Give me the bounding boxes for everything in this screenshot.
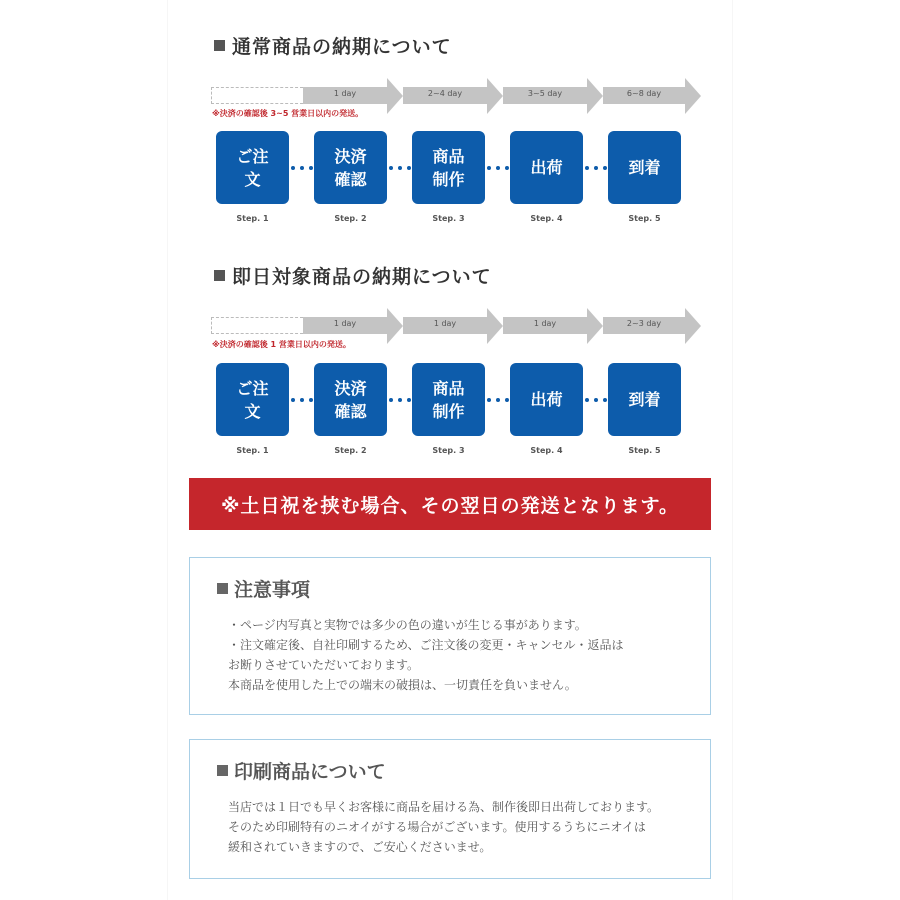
normal-shipping-note: ※決済の確認後 3~5 営業日以内の発送。 xyxy=(212,109,364,118)
normal-delivery-title xyxy=(214,32,452,59)
step-box-order xyxy=(216,131,289,204)
step-label: Step. 1 xyxy=(236,214,269,223)
step-name: 到着 xyxy=(628,158,661,177)
step-box-arrival xyxy=(608,363,681,436)
step-label: Step. 5 xyxy=(628,446,661,455)
step-label: Step. 2 xyxy=(334,446,367,455)
step-name: 決済確認 xyxy=(334,146,367,189)
printing-line: 当店では１日でも早くお客様に商品を届ける為、制作後即日出荷しております。 xyxy=(228,800,660,814)
notice-title xyxy=(217,575,310,602)
timeline-label: 6~8 day xyxy=(626,89,662,98)
timeline-label: 2~3 day xyxy=(626,319,662,328)
printing-title-text: 印刷商品について xyxy=(234,761,386,783)
step-name: ご注文 xyxy=(236,146,269,189)
arrow-right-icon xyxy=(685,78,701,114)
step-label: Step. 4 xyxy=(530,446,563,455)
normal-delivery-title-text: 通常商品の納期について xyxy=(232,36,452,58)
timeline-label: 3~5 day xyxy=(527,89,563,98)
step-box-shipping xyxy=(510,363,583,436)
normal-steps xyxy=(216,131,686,221)
dots-connector xyxy=(291,166,313,170)
dots-connector xyxy=(585,398,607,402)
step-label: Step. 4 xyxy=(530,214,563,223)
arrow-right-icon xyxy=(487,308,503,344)
printing-text xyxy=(228,797,659,857)
dots-connector xyxy=(487,166,509,170)
notice-title-text: 注意事項 xyxy=(234,579,311,601)
step-box-shipping xyxy=(510,131,583,204)
square-bullet-icon xyxy=(217,583,228,594)
square-bullet-icon xyxy=(214,270,225,281)
step-box-payment xyxy=(314,363,387,436)
printing-line: 緩和されていきますので、ご安心くださいませ。 xyxy=(228,840,492,854)
arrow-right-icon xyxy=(587,78,603,114)
notice-line: 本商品を使用した上での端末の破損は、一切責任を負いません。 xyxy=(228,678,577,692)
step-label: Step. 3 xyxy=(432,446,465,455)
step-box-order xyxy=(216,363,289,436)
timeline-label: 1 day xyxy=(433,319,457,328)
step-name: 到着 xyxy=(628,390,661,409)
step-label: Step. 5 xyxy=(628,214,661,223)
holiday-notice-banner xyxy=(189,478,711,530)
dots-connector xyxy=(585,166,607,170)
sameday-delivery-title-text: 即日対象商品の納期について xyxy=(232,266,492,288)
timeline-label: 2~4 day xyxy=(427,89,463,98)
step-name: 出荷 xyxy=(530,158,563,177)
step-name: 商品制作 xyxy=(432,146,465,189)
notice-line: ・注文確定後、自社印刷するため、ご注文後の変更・キャンセル・返品は xyxy=(228,638,624,652)
arrow-right-icon xyxy=(387,78,403,114)
step-name: 商品制作 xyxy=(432,378,465,421)
notice-line: お断りさせていただいております。 xyxy=(228,658,420,672)
arrow-right-icon xyxy=(387,308,403,344)
dots-connector xyxy=(389,398,411,402)
step-name: ご注文 xyxy=(236,378,269,421)
timeline-label: 1 day xyxy=(333,89,357,98)
notice-box xyxy=(189,557,711,715)
printing-line: そのため印刷特有のニオイがする場合がございます。使用するうちにニオイは xyxy=(228,820,646,834)
printing-box xyxy=(189,739,711,879)
step-box-payment xyxy=(314,131,387,204)
square-bullet-icon xyxy=(217,765,228,776)
arrow-right-icon xyxy=(487,78,503,114)
step-name: 出荷 xyxy=(530,390,563,409)
sameday-steps xyxy=(216,363,686,453)
step-box-production xyxy=(412,131,485,204)
step-box-arrival xyxy=(608,131,681,204)
holiday-notice-text: ※土日祝を挟む場合、その翌日の発送となります。 xyxy=(221,494,679,517)
dots-connector xyxy=(291,398,313,402)
timeline-label: 1 day xyxy=(533,319,557,328)
step-box-production xyxy=(412,363,485,436)
square-bullet-icon xyxy=(214,40,225,51)
dots-connector xyxy=(389,166,411,170)
step-label: Step. 2 xyxy=(334,214,367,223)
sameday-shipping-note: ※決済の確認後 1 営業日以内の発送。 xyxy=(212,340,351,349)
step-label: Step. 3 xyxy=(432,214,465,223)
dots-connector xyxy=(487,398,509,402)
printing-title xyxy=(217,757,386,784)
arrow-right-icon xyxy=(587,308,603,344)
timeline-label: 1 day xyxy=(333,319,357,328)
timeline-empty-segment xyxy=(211,317,303,334)
sameday-delivery-title xyxy=(214,262,492,289)
timeline-empty-segment xyxy=(211,87,303,104)
step-label: Step. 1 xyxy=(236,446,269,455)
notice-text xyxy=(228,615,624,695)
step-name: 決済確認 xyxy=(334,378,367,421)
arrow-right-icon xyxy=(685,308,701,344)
notice-line: ・ページ内写真と実物では多少の色の違いが生じる事があります。 xyxy=(228,618,587,632)
